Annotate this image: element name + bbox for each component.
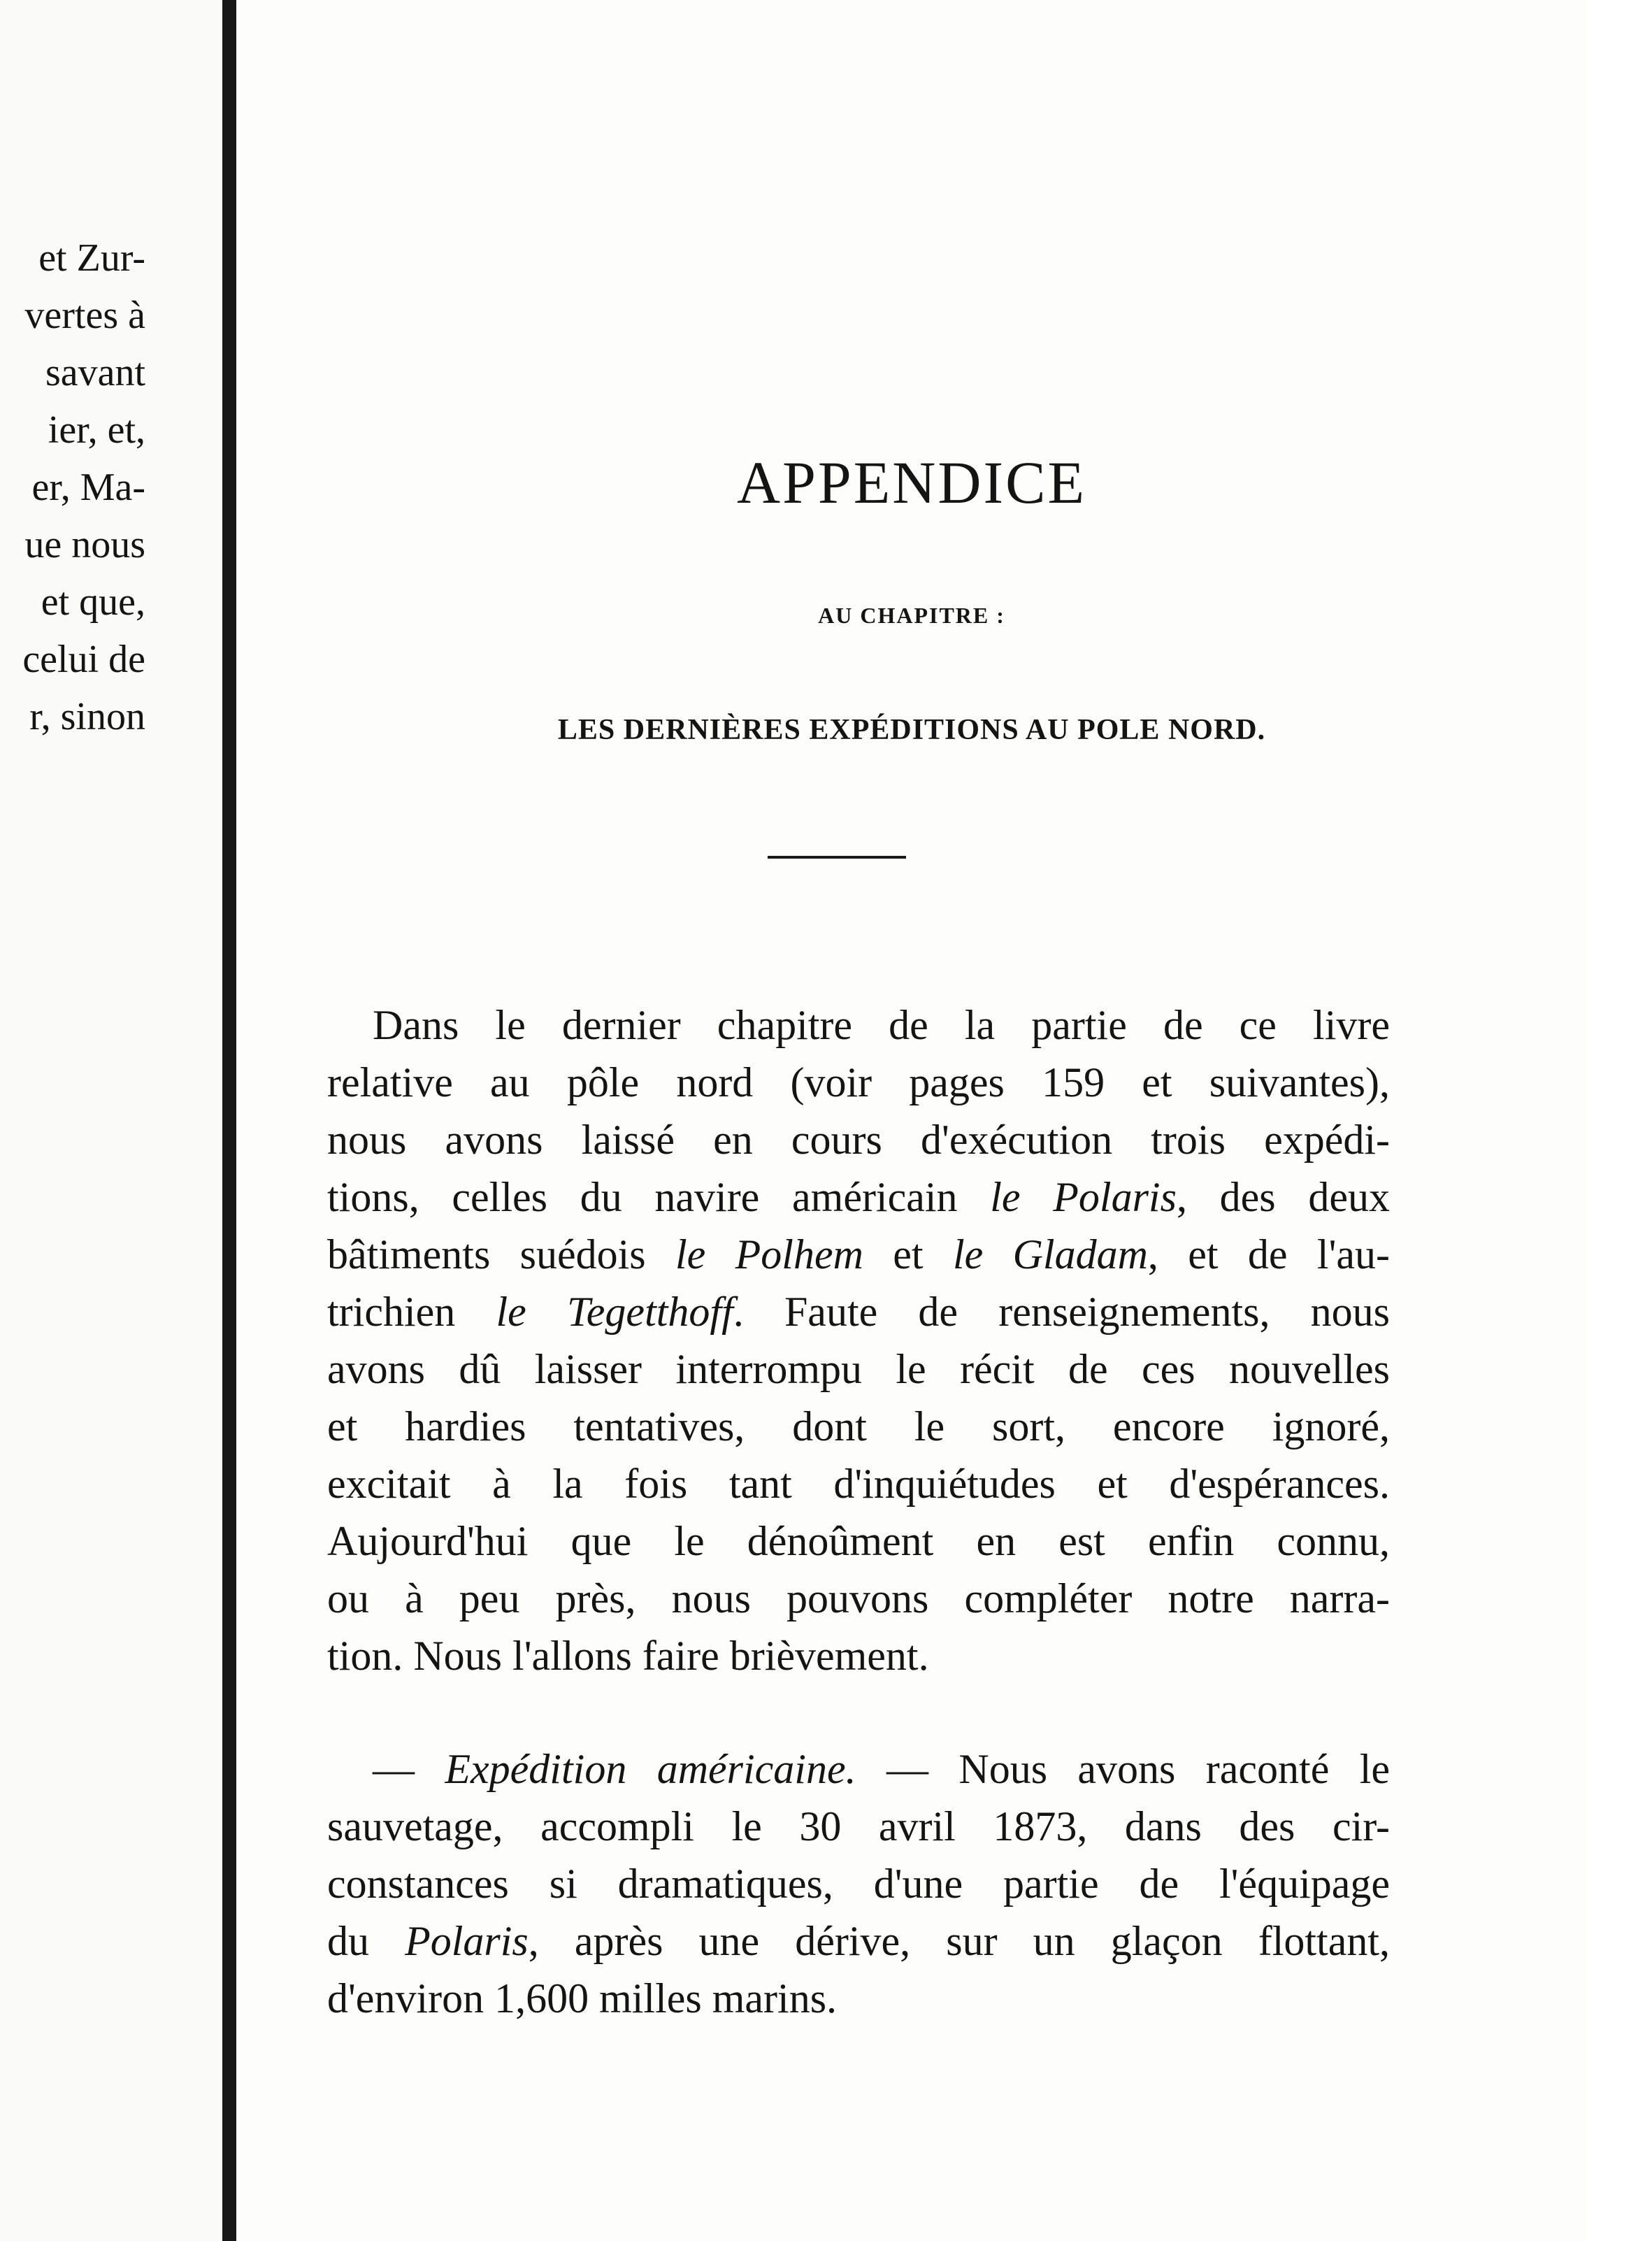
- left-fragment: et Zur-: [38, 236, 145, 280]
- text-run: sauvetage, accompli le 30 avril 1873, dans des cir-: [327, 1803, 1390, 1849]
- text-run: du: [327, 1918, 405, 1964]
- text-line: [327, 1627, 1390, 1684]
- ship-name-polaris: Polaris: [405, 1918, 529, 1964]
- text-run: et: [863, 1231, 953, 1277]
- text-run: Dans le dernier chapitre de la partie de ce livre: [373, 1002, 1390, 1048]
- chapter-subtitle: AU CHAPITRE :: [818, 603, 1005, 628]
- text-line: [327, 1111, 1390, 1168]
- text-run: constances si dramatiques, d'une partie de l'équipage: [327, 1861, 1390, 1907]
- text-line: [327, 1570, 1390, 1627]
- ship-name-polhem: le Polhem: [675, 1231, 863, 1277]
- text-run: relative au pôle nord (voir pages 159 et suivantes),: [327, 1059, 1390, 1105]
- text-line: [327, 1912, 1390, 1970]
- text-run: trichien: [327, 1289, 496, 1335]
- text-line: [327, 1168, 1390, 1226]
- left-fragment: savant: [45, 351, 145, 394]
- ship-name-gladam: le Gladam: [952, 1231, 1148, 1277]
- text-line: [327, 996, 1390, 1054]
- text-run: , après une dérive, sur un glaçon flottant,: [528, 1918, 1391, 1964]
- ship-name-tegetthoff: le Tegetthoff: [496, 1289, 733, 1335]
- text-line: [327, 1226, 1390, 1283]
- left-fragment: et que,: [41, 580, 145, 624]
- left-page-text-fragments: [22, 229, 145, 745]
- paragraph-american-expedition: [327, 1740, 1390, 2027]
- body-text: [327, 996, 1390, 2027]
- left-fragment: vertes à: [24, 294, 145, 337]
- ship-name-polaris: le Polaris: [990, 1174, 1177, 1220]
- text-run: bâtiments suédois: [327, 1231, 675, 1277]
- page-title: APPENDICE: [736, 449, 1087, 516]
- text-run: — Nous avons raconté le: [856, 1746, 1390, 1792]
- text-run: , des deux: [1176, 1174, 1390, 1220]
- section-title: LES DERNIÈRES EXPÉDITIONS AU POLE NORD.: [557, 714, 1266, 746]
- text-run: , et de l'au-: [1147, 1231, 1390, 1277]
- book-gutter: [222, 0, 236, 2241]
- right-page-edge: [1587, 0, 1652, 2241]
- text-run: nous avons laissé en cours d'exécution trois expédi-: [327, 1117, 1390, 1163]
- left-fragment: celui de: [22, 638, 145, 681]
- text-line: [327, 1340, 1390, 1398]
- text-line: [327, 1740, 1390, 1798]
- text-run: . Faute de renseignements, nous: [733, 1289, 1390, 1335]
- text-line: [327, 1455, 1390, 1512]
- text-line: [327, 1855, 1390, 1912]
- left-fragment: ier, et,: [48, 408, 145, 452]
- main-page: [236, 0, 1587, 2241]
- left-fragment: r, sinon: [29, 695, 145, 738]
- text-run: tion. Nous l'allons faire brièvement.: [327, 1633, 929, 1679]
- text-run: ou à peu près, nous pouvons compléter notre narra-: [327, 1575, 1390, 1621]
- left-facing-page: [0, 0, 222, 2241]
- text-run: Aujourd'hui que le dénoûment en est enfin connu,: [327, 1518, 1390, 1564]
- section-lead: Expédition américaine.: [445, 1746, 856, 1792]
- text-run: et hardies tentatives, dont le sort, encore ignoré,: [327, 1403, 1390, 1449]
- text-run: excitait à la fois tant d'inquiétudes et d'espérances.: [327, 1461, 1390, 1507]
- left-fragment: ue nous: [24, 523, 145, 566]
- text-line: [327, 1512, 1390, 1570]
- text-run: tions, celles du navire américain: [327, 1174, 991, 1220]
- text-run: d'environ 1,600 milles marins.: [327, 1975, 838, 2021]
- text-run: avons dû laisser interrompu le récit de ces nouvelles: [327, 1346, 1390, 1392]
- text-line: [327, 1054, 1390, 1111]
- text-line: [327, 1283, 1390, 1340]
- text-line: [327, 1798, 1390, 1855]
- title-rule: [768, 856, 906, 859]
- left-fragment: er, Ma-: [31, 466, 145, 509]
- text-run: —: [373, 1746, 445, 1792]
- paragraph-intro: [327, 996, 1390, 1684]
- text-line: [327, 1970, 1390, 2027]
- text-line: [327, 1398, 1390, 1455]
